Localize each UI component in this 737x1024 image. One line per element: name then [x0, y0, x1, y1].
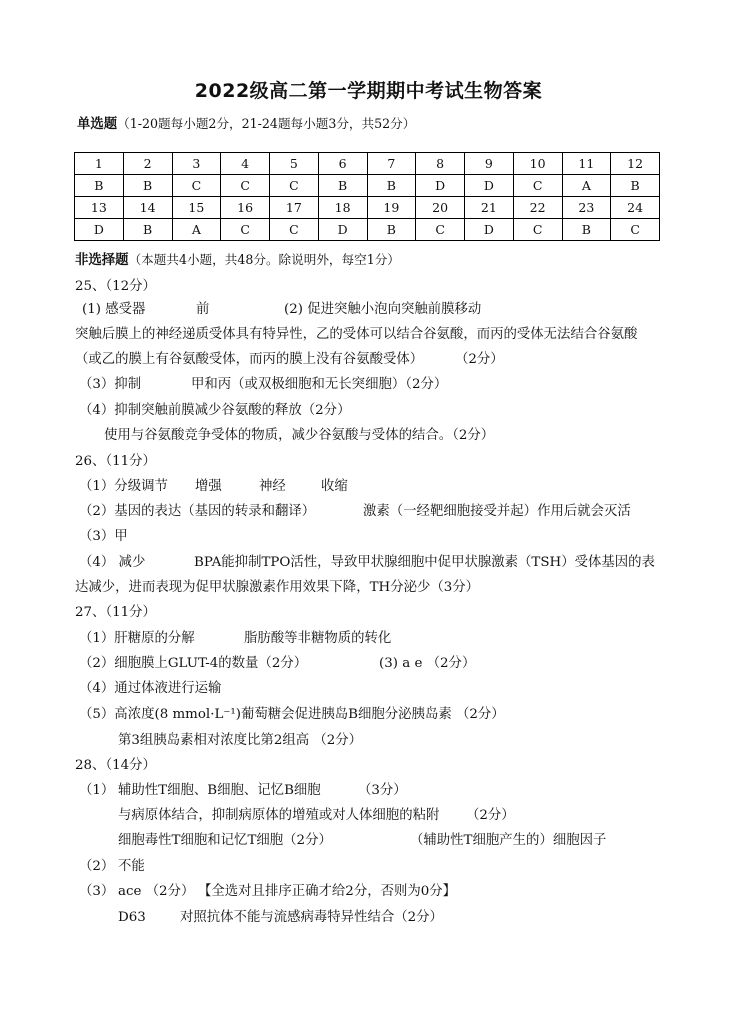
- table-cell-question-number: 3: [172, 153, 221, 175]
- table-row: [75, 219, 660, 241]
- q28-line-6: [118, 908, 443, 928]
- non-choice-desc: （本题共4小题，共48分。除说明外，每空1分）: [128, 252, 400, 267]
- table-cell-question-number: 8: [416, 153, 465, 175]
- q25-line-5: （4）抑制突触前膜减少谷氨酸的释放（2分）: [79, 403, 351, 418]
- table-cell-question-number: 2: [123, 153, 172, 175]
- table-cell-question-number: 9: [465, 153, 514, 175]
- table-cell-question-number: 19: [367, 197, 416, 219]
- non-choice-header: [75, 250, 400, 271]
- table-cell-question-number: 13: [75, 197, 124, 219]
- q27-answer-5a: （5）高浓度(8 mmol·L⁻¹): [79, 707, 242, 722]
- q25-answer-3b: 甲和丙（或双极细胞和无长突细胞）（2分）: [191, 377, 448, 392]
- q25-line-3: [75, 350, 504, 370]
- q28-label-3: （3）: [79, 884, 115, 899]
- q28-line-2: [118, 806, 515, 826]
- q28-answer-3: ace （2分）: [118, 884, 195, 899]
- table-cell-question-number: 18: [318, 197, 367, 219]
- q25-heading: 25、（12分）: [75, 279, 156, 294]
- table-cell-question-number: 6: [318, 153, 367, 175]
- q26-answer-1b: 增强: [195, 479, 222, 494]
- q28-answer-3-note: 【全选对且排序正确才给2分，否则为0分】: [198, 884, 457, 899]
- table-cell-question-number: 7: [367, 153, 416, 175]
- q28-line-3: [118, 831, 606, 851]
- q26-line-3: （3）甲: [79, 529, 128, 544]
- table-cell-answer-letter: C: [221, 175, 270, 197]
- table-cell-question-number: 12: [611, 153, 660, 175]
- table-cell-answer-letter: D: [465, 219, 514, 241]
- q28-answer-1c: 细胞毒性T细胞和记忆T细胞（2分）: [118, 833, 332, 848]
- q26-heading: 26、（11分）: [75, 454, 156, 469]
- q28-line-5: [79, 882, 456, 902]
- table-cell-answer-letter: D: [318, 219, 367, 241]
- q28-line-1: [79, 781, 407, 801]
- table-cell-question-number: 20: [416, 197, 465, 219]
- table-cell-answer-letter: B: [367, 219, 416, 241]
- table-cell-answer-letter: C: [513, 175, 562, 197]
- q25-line-6: 使用与谷氨酸竞争受体的物质，减少谷氨酸与受体的结合。（2分）: [104, 428, 495, 443]
- non-choice-heading: 非选择题: [75, 253, 129, 268]
- table-cell-question-number: 4: [221, 153, 270, 175]
- table-cell-answer-letter: B: [123, 219, 172, 241]
- q27-answer-1a: （1）肝糖原的分解: [79, 631, 195, 646]
- q28-answer-3c: 对照抗体不能与流感病毒特异性结合（2分）: [180, 910, 443, 925]
- table-cell-answer-letter: C: [611, 219, 660, 241]
- q28-answer-1: 辅助性T细胞、B细胞、记忆B细胞: [118, 783, 321, 798]
- table-cell-answer-letter: C: [513, 219, 562, 241]
- table-cell-question-number: 24: [611, 197, 660, 219]
- single-choice-heading: 单选题: [77, 117, 118, 132]
- q26-answer-1d: 收缩: [321, 479, 348, 494]
- table-cell-answer-letter: C: [270, 175, 319, 197]
- q26-answer-1c: 神经: [259, 479, 286, 494]
- q26-line-2: [79, 502, 631, 522]
- table-cell-question-number: 10: [513, 153, 562, 175]
- single-choice-desc: （1-20题每小题2分，21-24题每小题3分，共52分）: [117, 116, 416, 131]
- q26-line-5: 达减少，进而表现为促甲状腺激素作用效果下降，TH分泌少（3分）: [75, 580, 480, 595]
- table-cell-answer-letter: C: [221, 219, 270, 241]
- q26-line-1: [79, 477, 348, 497]
- q27-answer-5b: 葡萄糖会促进胰岛B细胞分泌胰岛素 （2分）: [241, 707, 505, 722]
- q25-answer-2: (2) 促进突触小泡向突触前膜移动: [284, 302, 482, 317]
- q25-line-2: 突触后膜上的神经递质受体具有特异性，乙的受体可以结合谷氨酸，而丙的受体无法结合谷氨酸: [75, 327, 638, 342]
- q27-line-1: [79, 629, 391, 649]
- table-row: [75, 153, 660, 175]
- q26-answer-2b: 激素（一经靶细胞接受并起）作用后就会灭活: [363, 504, 631, 519]
- q28-answer-1-score: （3分）: [358, 783, 407, 798]
- table-cell-answer-letter: B: [367, 175, 416, 197]
- table-cell-answer-letter: C: [416, 219, 465, 241]
- q26-answer-4a: （4） 减少: [79, 555, 146, 570]
- table-cell-answer-letter: A: [172, 219, 221, 241]
- q28-label-1: （1）: [79, 783, 115, 798]
- q27-answer-2: （2）细胞膜上GLUT-4的数量（2分）: [79, 656, 308, 671]
- table-cell-answer-letter: D: [416, 175, 465, 197]
- table-cell-question-number: 22: [513, 197, 562, 219]
- table-cell-answer-letter: B: [123, 175, 172, 197]
- q26-answer-1a: （1）分级调节: [79, 479, 168, 494]
- q27-answer-1b: 脂肪酸等非糖物质的转化: [244, 631, 392, 646]
- q26-line-4: [79, 553, 655, 573]
- q27-line-2: [79, 654, 475, 674]
- table-cell-question-number: 11: [562, 153, 611, 175]
- q28-label-2: （2）: [79, 859, 115, 874]
- q28-answer-1d: （辅助性T细胞产生的）细胞因子: [410, 833, 607, 848]
- answer-table: [74, 152, 660, 241]
- q25-answer-1a: (1) 感受器: [82, 302, 146, 317]
- q28-answer-1b-score: （2分）: [466, 808, 515, 823]
- q26-answer-4b: BPA能抑制TPO活性，导致甲状腺细胞中促甲状腺激素（TSH）受体基因的表: [194, 555, 655, 570]
- table-cell-question-number: 21: [465, 197, 514, 219]
- q28-answer-1b: 与病原体结合，抑制病原体的增殖或对人体细胞的粘附: [118, 808, 440, 823]
- table-cell-answer-letter: B: [611, 175, 660, 197]
- table-cell-question-number: 1: [75, 153, 124, 175]
- q28-answer-3b: D63: [118, 910, 146, 925]
- table-cell-question-number: 5: [270, 153, 319, 175]
- q28-answer-2: 不能: [118, 859, 145, 874]
- q25-answer-2-alt: （或乙的膜上有谷氨酸受体，而丙的膜上没有谷氨酸受体）: [75, 352, 424, 367]
- q27-line-5: 第3组胰岛素相对浓度比第2组高 （2分）: [118, 733, 363, 748]
- table-cell-question-number: 16: [221, 197, 270, 219]
- table-cell-question-number: 15: [172, 197, 221, 219]
- table-cell-question-number: 14: [123, 197, 172, 219]
- table-cell-question-number: 17: [270, 197, 319, 219]
- q25-answer-3a: （3）抑制: [79, 377, 142, 392]
- q25-answer-1b: 前: [196, 302, 210, 317]
- q27-line-4: [79, 705, 505, 725]
- q27-answer-3: (3) a e （2分）: [379, 656, 476, 671]
- table-row: [75, 197, 660, 219]
- single-choice-header: [77, 114, 415, 135]
- table-cell-answer-letter: B: [75, 175, 124, 197]
- q28-heading: 28、（14分）: [75, 758, 156, 773]
- page-title: 2022级高二第一学期期中考试生物答案: [194, 80, 543, 102]
- table-cell-answer-letter: C: [270, 219, 319, 241]
- table-cell-answer-letter: B: [562, 219, 611, 241]
- q28-line-4: [79, 857, 145, 877]
- table-cell-answer-letter: D: [465, 175, 514, 197]
- q27-line-3: （4）通过体液进行运输: [79, 681, 222, 696]
- q25-line-4: [79, 375, 447, 395]
- table-cell-answer-letter: D: [75, 219, 124, 241]
- q27-heading: 27、（11分）: [75, 605, 156, 620]
- q25-answer-2-score: （2分）: [455, 352, 504, 367]
- table-cell-question-number: 23: [562, 197, 611, 219]
- table-cell-answer-letter: C: [172, 175, 221, 197]
- table-cell-answer-letter: A: [562, 175, 611, 197]
- q26-answer-2a: （2）基因的表达（基因的转录和翻译）: [79, 504, 316, 519]
- q25-line-1: [82, 300, 481, 320]
- table-cell-answer-letter: B: [318, 175, 367, 197]
- table-row: [75, 175, 660, 197]
